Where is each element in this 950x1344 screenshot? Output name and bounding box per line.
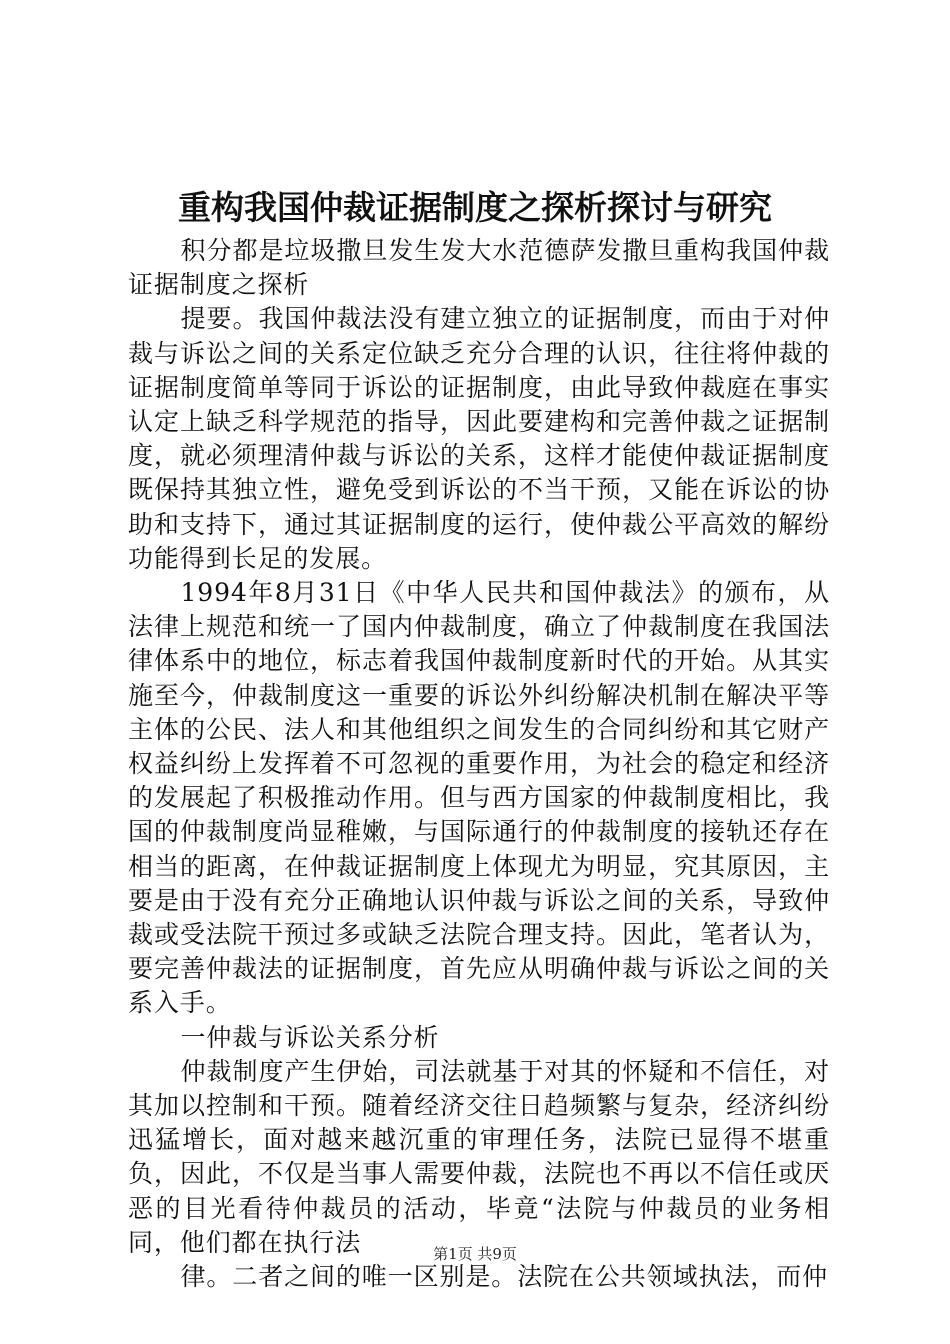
paragraph-intro: 积分都是垃圾撒旦发生发大水范德萨发撒旦重构我国仲裁证据制度之探析	[128, 236, 830, 300]
section-heading: 一仲裁与诉讼关系分析	[180, 1022, 440, 1052]
paragraph-abstract: 提要。我国仲裁法没有建立独立的证据制度，而由于对仲裁与诉讼之间的关系定位缺乏充分合理的认识，往往将仲裁的证据制度简单等同于诉讼的证据制度，由此导致仲裁庭在事实认定上缺乏科学规范的指导，因此要建构和完善仲裁之证据制度，就必须理清仲裁与诉讼的关系，这样才能使仲裁证据制度既保持其独立性，避免受到诉讼的不当干预，又能在诉讼的协助和支持下，通过其证据制度的运行，使仲裁公平高效的解纷功能得到长足的发展。	[128, 304, 830, 573]
document-title: 重构我国仲裁证据制度之探析探讨与研究	[178, 188, 772, 227]
page-footer: 第1页 共9页	[433, 1245, 517, 1263]
paragraph-analysis: 仲裁制度产生伊始，司法就基于对其的怀疑和不信任，对其加以控制和干预。随着经济交往日趋频繁与复杂，经济纠纷迅猛增长，面对越来越沉重的审理任务，法院已显得不堪重负，因此，不仅是当事人需要仲裁，法院也不再以不信任或厌恶的目光看待仲裁员的活动，毕竟“法院与仲裁员的业务相同，他们都在执行法	[128, 1056, 830, 1257]
document-body	[128, 234, 830, 1294]
paragraph-continuation: 律。二者之间的唯一区别是。法院在公共领域执法，而仲	[180, 1262, 829, 1292]
paragraph-background: 1994年8月31日《中华人民共和国仲裁法》的颁布，从法律上规范和统一了国内仲裁制度，确立了仲裁制度在我国法律体系中的地位，标志着我国仲裁制度新时代的开始。从其实施至今，仲裁制度这一重要的诉讼外纠纷解决机制在解决平等主体的公民、法人和其他组织之间发生的合同纠纷和其它财产权益纠纷上发挥着不可忽视的重要作用，为社会的稳定和经济的发展起了积极推动作用。但与西方国家的仲裁制度相比，我国的仲裁制度尚显稚嫩，与国际通行的仲裁制度的接轨还存在相当的距离，在仲裁证据制度上体现尤为明显，究其原因，主要是由于没有充分正确地认识仲裁与诉讼之间的关系，导致仲裁或受法院干预过多或缺乏法院合理支持。因此，笔者认为，要完善仲裁法的证据制度，首先应从明确仲裁与诉讼之间的关系入手。	[128, 578, 830, 1018]
